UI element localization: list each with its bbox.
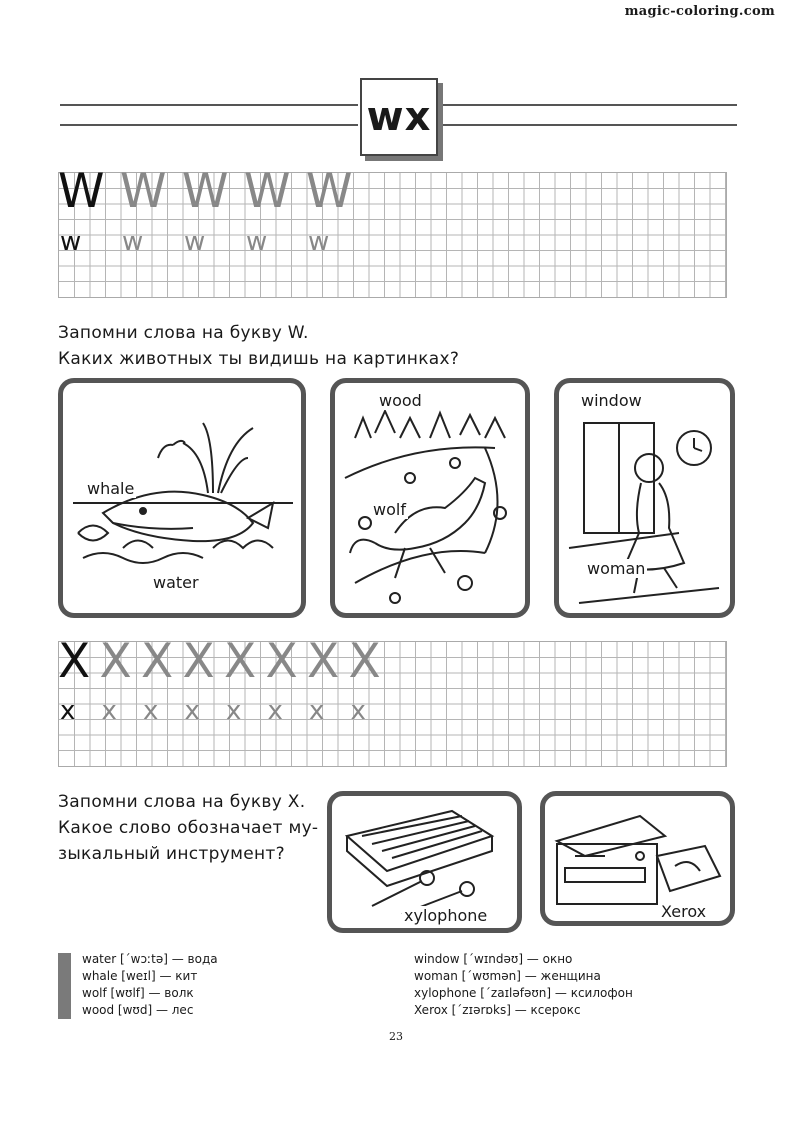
trace-letter-upper: X — [182, 634, 215, 689]
label-whale: whale — [87, 479, 135, 498]
trace-letter-upper: X — [224, 634, 257, 689]
trace-letter-upper: X — [141, 634, 174, 689]
instruction-w-line2: Каких животных ты видишь на картинках? — [58, 349, 460, 369]
glossary-entry: wolf [wʊlf] — волк — [82, 986, 194, 1000]
site-watermark: magic-coloring.com — [624, 4, 775, 19]
page-number: 23 — [389, 1030, 403, 1043]
wood-wolf-illustration — [335, 383, 525, 613]
trace-letter-lower: x — [226, 696, 242, 726]
instruction-w — [58, 320, 459, 372]
sample-letter-upper: W — [58, 164, 105, 219]
trace-letter-upper: W — [182, 164, 229, 219]
instruction-x-line2: Какое слово обозначает му- — [58, 818, 319, 838]
card-whale — [58, 378, 306, 618]
glossary-left — [82, 951, 218, 1019]
label-wood: wood — [379, 391, 422, 410]
rule-line — [60, 104, 358, 106]
label-xerox: Xerox — [661, 902, 707, 921]
glossary-entry: window [ˊwɪndəʊ] — окно — [414, 952, 573, 966]
trace-letter-lower: w — [122, 227, 144, 257]
trace-letter-upper: X — [99, 634, 132, 689]
label-woman: woman — [587, 559, 646, 578]
card-xerox — [540, 791, 735, 926]
trace-letter-upper: W — [120, 164, 167, 219]
instruction-x-line3: зыкальный инструмент? — [58, 844, 285, 864]
glossary-entry: woman [ˊwʊmən] — женщина — [414, 969, 601, 983]
trace-letter-lower: x — [309, 696, 325, 726]
card-xylophone — [327, 791, 522, 933]
card-window-woman — [554, 378, 735, 618]
trace-letter-upper: X — [265, 634, 298, 689]
label-wolf: wolf — [373, 500, 406, 519]
sample-letter-lower: x — [60, 696, 76, 726]
trace-letter-lower: w — [308, 227, 330, 257]
window-woman-illustration — [559, 383, 730, 613]
trace-letter-lower: x — [143, 696, 159, 726]
sample-letter-upper: X — [58, 634, 91, 689]
trace-letter-upper: W — [306, 164, 353, 219]
instruction-x-line1: Запомни слова на букву X. — [58, 792, 306, 812]
rule-line — [440, 104, 737, 106]
sample-letter-lower: w — [60, 227, 82, 257]
trace-letter-lower: w — [184, 227, 206, 257]
glossary-entry: wood [wʊd] — лес — [82, 1003, 194, 1017]
trace-letter-lower: w — [246, 227, 268, 257]
trace-letter-lower: x — [350, 696, 366, 726]
trace-letter-lower: x — [101, 696, 117, 726]
card-wood-wolf — [330, 378, 530, 618]
glossary-bar — [58, 953, 71, 1019]
instruction-w-line1: Запомни слова на букву W. — [58, 323, 309, 343]
rule-line — [60, 124, 358, 126]
trace-letter-upper: W — [244, 164, 291, 219]
glossary-entry: whale [weɪl] — кит — [82, 969, 198, 983]
glossary-entry: xylophone [ˊzaɪləfəʊn] — ксилофон — [414, 986, 633, 1000]
instruction-x — [58, 789, 318, 867]
label-xylophone: xylophone — [404, 906, 488, 925]
label-water: water — [153, 573, 199, 592]
glossary-right — [414, 951, 633, 1019]
glossary-entry: Xerox [ˊzɪərɒks] — ксерокс — [414, 1003, 581, 1017]
trace-letter-lower: x — [184, 696, 200, 726]
trace-letter-upper: X — [307, 634, 340, 689]
page-title: wx — [360, 78, 438, 156]
label-window: window — [581, 391, 642, 410]
glossary-entry: water [ˊwɔːtə] — вода — [82, 952, 218, 966]
trace-letter-lower: x — [267, 696, 283, 726]
rule-line — [440, 124, 737, 126]
trace-letter-upper: X — [348, 634, 381, 689]
